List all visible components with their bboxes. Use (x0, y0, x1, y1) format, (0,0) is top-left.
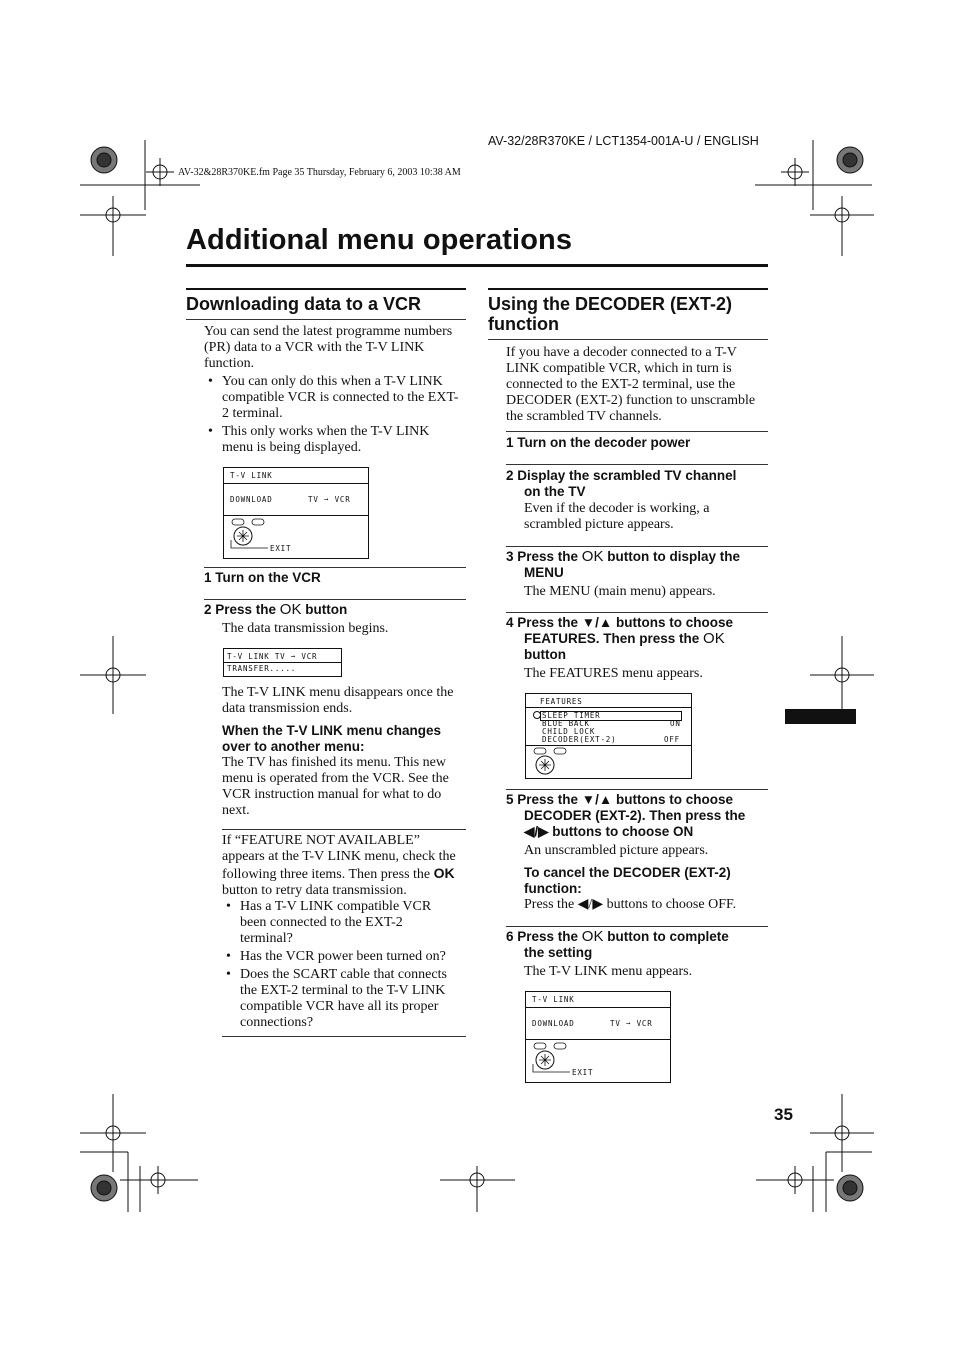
left-after-text: The T-V LINK menu disappears once the data transmission ends. (222, 685, 454, 716)
cancel-heading: To cancel the DECODER (EXT-2) function: (524, 865, 731, 896)
right-heading-underline (488, 339, 768, 340)
osd-features-menu: FEATURES SLEEP TIMER BLUE BACK ON CHILD LOCK DECODER(EXT-2) OFF (525, 693, 692, 779)
ok-button-glyph: OK (703, 630, 725, 647)
step1-rule (204, 567, 466, 568)
note-top-rule (222, 829, 466, 830)
left-heading: Downloading data to a VCR (186, 294, 422, 314)
ok-button-glyph: OK (581, 548, 604, 565)
left-intro: You can send the latest programme numbers (PR) data to a VCR with the T-V LINK function. (204, 324, 453, 371)
osd-transfer: T-V LINK TV ➞ VCR TRANSFER..... (223, 648, 342, 677)
right-heading-rule (488, 288, 768, 290)
left-bullet-2: • This only works when the T-V LINK menu is being displayed. (222, 424, 429, 456)
left-step-2: 2 Press the OK button (204, 601, 348, 618)
ok-button-glyph: OK (433, 865, 455, 881)
r-step2-rule (506, 464, 768, 465)
right-step-3-text: The MENU (main menu) appears. (524, 584, 716, 599)
left-when-text: The TV has finished its menu. This new menu is operated from the VCR. See the VCR instruction manual for what to do next. (222, 755, 449, 818)
right-heading: Using the DECODER (EXT-2) function (488, 294, 733, 334)
r-step6-rule (506, 926, 768, 927)
note-bullet-1: • Has a T-V LINK compatible VCR been connected to the EXT-2 terminal? (240, 899, 431, 947)
r-step1-rule (506, 431, 768, 432)
r-step5-rule (506, 789, 768, 790)
note-bullet-2: • Has the VCR power been turned on? (240, 949, 446, 965)
page-title: Additional menu operations (186, 224, 573, 256)
remote-buttons-icon (230, 518, 270, 552)
title-rule (186, 264, 768, 267)
remote-buttons-icon (532, 1042, 572, 1076)
right-step-2-text: Even if the decoder is working, a scrambled picture appears. (524, 501, 710, 532)
left-note: If “FEATURE NOT AVAILABLE” appears at the T-V LINK menu, check the following three items. Then press the OK button to retry data transmission. (222, 833, 456, 898)
left-bullet-1: • You can only do this when a T-V LINK compatible VCR is connected to the EXT- 2 terminal. (222, 374, 458, 422)
right-step-6: 6 Press the OK button to complete the setting (506, 928, 729, 960)
section-tab (785, 709, 856, 724)
file-info: AV-32&28R370KE.fm Page 35 Thursday, February 6, 2003 10:38 AM (178, 167, 461, 178)
right-step-2: 2 Display the scrambled TV channel on the TV (506, 468, 737, 499)
page-number: 35 (774, 1105, 793, 1124)
step2-rule (204, 599, 466, 600)
cancel-text: Press the ◀/▶ buttons to choose OFF. (524, 897, 737, 912)
r-step4-rule (506, 612, 768, 613)
left-step-2-text: The data transmission begins. (222, 621, 389, 636)
document-code: AV-32/28R370KE / LCT1354-001A-U / ENGLISH (488, 134, 759, 148)
left-step-1: 1 Turn on the VCR (204, 570, 321, 585)
note-bullet-3: • Does the SCART cable that connects the EXT-2 terminal to the T-V LINK compatible VCR have all its proper connections? (240, 967, 447, 1031)
right-step-4: 4 Press the ▼/▲ buttons to choose FEATURES. Then press the OK button (506, 615, 734, 662)
ok-button-glyph: OK (279, 601, 302, 618)
ok-button-glyph: OK (581, 928, 604, 945)
right-step-3: 3 Press the OK button to display the MENU (506, 548, 740, 580)
left-when-heading: When the T-V LINK menu changes over to another menu: (222, 723, 442, 754)
right-step-4-text: The FEATURES menu appears. (524, 666, 703, 681)
right-step-1: 1 Turn on the decoder power (506, 435, 691, 450)
left-heading-rule (186, 288, 466, 290)
remote-buttons-icon (532, 747, 572, 777)
osd-tvlink-download: T-V LINK DOWNLOAD TV ➞ VCR EXIT (223, 467, 369, 559)
right-step-6-text: The T-V LINK menu appears. (524, 964, 693, 979)
left-heading-underline (186, 319, 466, 320)
right-step-5-text: An unscrambled picture appears. (524, 843, 709, 858)
right-step-5: 5 Press the ▼/▲ buttons to choose DECODER (EXT-2). Then press the ◀/▶ buttons to choose ON (506, 792, 746, 839)
note-bottom-rule (222, 1036, 466, 1037)
right-intro: If you have a decoder connected to a T-V LINK compatible VCR, which in turn is connected to the EXT-2 terminal, use the DECODER (EXT-2) function to unscramble the scrambled TV channels. (506, 345, 756, 424)
osd-tvlink-download-2: T-V LINK DOWNLOAD TV ➞ VCR EXIT (525, 991, 671, 1083)
r-step3-rule (506, 546, 768, 547)
